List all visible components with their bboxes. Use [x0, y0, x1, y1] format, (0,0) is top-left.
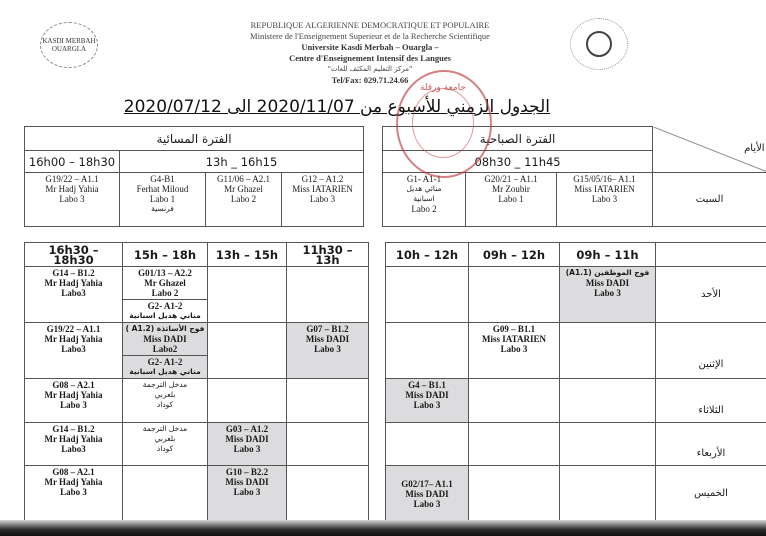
empty-cell: [386, 323, 469, 379]
teacher: Miss IATARIEN: [482, 334, 546, 344]
teacher: Mr Hadj Yahia: [44, 334, 103, 344]
room: Labo 3: [413, 400, 441, 410]
language: اسبانية: [413, 194, 435, 203]
empty-cell: [287, 267, 369, 323]
morning-period-label: الفترة الصباحية: [383, 127, 653, 151]
session-cell: [25, 423, 123, 466]
room: Labo 2: [151, 288, 179, 298]
session-cell: [123, 423, 208, 466]
group-code: G08 – A2.1: [52, 380, 95, 390]
empty-cell: [208, 323, 287, 379]
room: Labo 3: [500, 344, 528, 354]
room: Labo 3: [591, 194, 618, 204]
room: Labo 3: [59, 194, 85, 204]
group-code: G10 – B2.2: [225, 467, 269, 477]
session-cell: [282, 173, 364, 227]
course: مدخل الترجمة: [142, 380, 188, 389]
time-slot: 08h30 _ 11h45: [383, 151, 653, 173]
afternoon-period-label: الفترة المسائية: [25, 127, 364, 151]
teacher: Mr Hadj Yahia: [44, 278, 103, 288]
day-saturday: السبت: [653, 173, 766, 227]
empty-cell: [287, 466, 369, 522]
timetable-saturday: [24, 126, 766, 227]
room: Labo 1: [149, 194, 176, 204]
teacher: Ferhat Miloud: [136, 184, 189, 194]
room: Labo 3: [233, 444, 261, 454]
day-tuesday: الثلاثاء: [656, 379, 766, 423]
course: مدخل الترجمة: [142, 424, 188, 433]
empty-cell: [208, 379, 287, 423]
letterhead: [160, 20, 580, 86]
stamp-text: جامعة ورقلة: [420, 83, 466, 93]
session-cell: [466, 173, 557, 227]
empty-cell: [469, 423, 560, 466]
days-header: الأيام: [653, 127, 766, 173]
room: Labo2: [152, 344, 178, 354]
empty-cell: [208, 267, 287, 323]
group-code: G08 – A2.1: [52, 467, 95, 477]
gap-column: [369, 243, 386, 522]
empty-cell: [469, 267, 560, 323]
time-slot: 11h30 – 13h: [287, 243, 369, 267]
day-monday: الإثنين: [656, 323, 766, 379]
group-code: G20/21 – A1.1: [484, 174, 538, 184]
time-slot: 10h – 12h: [386, 243, 469, 267]
group-code: فوج الموظفين (A1.1): [565, 268, 650, 277]
teacher: Miss DADI: [305, 334, 350, 344]
day-wednesday: الأربعاء: [656, 423, 766, 466]
session-cell: [123, 300, 208, 323]
day-sunday: الأحد: [656, 267, 766, 323]
teacher: Mr Ghazel: [144, 278, 186, 288]
empty-cell: [469, 379, 560, 423]
teacher: Miss DADI: [143, 334, 187, 344]
empty-cell: [287, 379, 369, 423]
session-cell: [25, 267, 123, 323]
room: Labo 3: [413, 498, 441, 509]
university-logo: [40, 22, 98, 68]
teacher: Miss DADI: [405, 488, 449, 499]
group-code: G4-B1: [150, 174, 175, 184]
logo-caption: KASDI MERBAH OUARGLA: [42, 37, 96, 53]
room: Labo 3: [233, 487, 261, 497]
empty-cell: [560, 466, 656, 522]
empty-cell: [123, 466, 208, 522]
teacher: Mr Hadj Yahia: [44, 434, 103, 444]
group-code: G2- A1-2: [147, 301, 183, 311]
session-cell: [208, 466, 287, 522]
session-cell: [123, 323, 208, 356]
teacher: منائي هديل: [406, 184, 442, 193]
empty-cell: [386, 423, 469, 466]
group-code: فوج الأساتذة (A1.2 ): [125, 324, 205, 333]
republic-line: REPUBLIQUE ALGERIENNE DEMOCRATIQUE ET POPULAIRE: [250, 20, 490, 30]
session-cell: [469, 323, 560, 379]
empty-cell: [469, 466, 560, 522]
time-slot: 09h – 11h: [560, 243, 656, 267]
teacher: Miss DADI: [225, 477, 269, 487]
teacher: Miss IATARIEN: [292, 184, 353, 194]
empty-cell: [560, 423, 656, 466]
room: Labo 3: [60, 487, 87, 497]
session-cell: [208, 423, 287, 466]
session-cell: [123, 356, 208, 379]
empty-cell: [287, 423, 369, 466]
empty-cell: [560, 379, 656, 423]
room: Labo3: [61, 344, 86, 354]
room: Labo 3: [594, 288, 621, 298]
group-code: G11/06 – A2.1: [217, 174, 270, 184]
page-edge-shadow: [0, 520, 766, 536]
timetable-weekdays: [24, 242, 766, 522]
room: Labo 3: [60, 400, 87, 410]
group-code: G09 – B1.1: [492, 324, 536, 334]
session-cell: [123, 379, 208, 423]
group-code: G07 – B1.2: [306, 324, 349, 334]
emblem-icon: [586, 31, 612, 57]
room: Labo 3: [314, 344, 341, 354]
session-cell: [206, 173, 282, 227]
time-slot: 16h00 – 18h30: [25, 151, 120, 173]
group-code: G14 – B1.2: [52, 424, 95, 434]
room: Labo 2: [230, 194, 257, 204]
room: Labo3: [61, 444, 86, 454]
session-cell: [287, 323, 369, 379]
teacher: كوداد: [156, 444, 174, 453]
university-line: Universite Kasdi Merbah – Ouargla –: [301, 42, 439, 52]
session-cell: [25, 173, 120, 227]
group-code: G2- A1-2: [147, 357, 183, 367]
group-code: G1- A1-1: [406, 174, 442, 184]
teacher: Miss DADI: [585, 278, 630, 288]
teacher: Miss DADI: [225, 434, 269, 444]
session-cell: [557, 173, 653, 227]
time-slot: 09h – 12h: [469, 243, 560, 267]
page-title: الجدول الزمني للأسبوع من 2020/11/07 الى 2020/07/12: [123, 97, 550, 117]
empty-cell: [386, 267, 469, 323]
teacher: Mr Ghazel: [224, 184, 263, 194]
group-code: G15/05/16– A1.1: [573, 174, 636, 184]
group-code: G12 – A1.2: [301, 174, 344, 184]
session-cell: [386, 466, 469, 522]
teacher: Mr Hadj Yahia: [44, 477, 103, 487]
session-cell: [120, 173, 206, 227]
center-line: Centre d'Enseignement Intensif des Langues: [289, 53, 451, 63]
room: Labo3: [61, 288, 86, 298]
room: Labo 1: [498, 194, 524, 204]
group-code: G19/22 – A1.1: [45, 174, 99, 184]
teacher: Mr Zoubir: [492, 184, 530, 194]
group-code: G4 – B1.1: [408, 380, 446, 390]
teacher: بلعربي: [154, 434, 176, 443]
session-cell: [123, 267, 208, 300]
language: فرنسية: [151, 204, 174, 213]
teacher: Miss IATARIEN: [574, 184, 635, 194]
group-code: G01/13 – A2.2: [138, 268, 192, 278]
teacher: بلعربي: [154, 390, 176, 399]
group-code: G14 – B1.2: [52, 268, 95, 278]
day-thursday: الخميس: [656, 466, 766, 522]
group-code: G02/17– A1.1: [401, 478, 453, 489]
session-cell: [25, 323, 123, 379]
room: Labo 2: [411, 204, 437, 214]
group-code: G19/22 – A1.1: [46, 324, 101, 334]
group-code: G03 – A1.2: [225, 424, 269, 434]
teacher: مناني هديل اسبانية: [129, 367, 201, 376]
time-slot: 15h – 18h: [123, 243, 208, 267]
session-cell: [560, 267, 656, 323]
ministry-line: Ministere de l'Enseignement Superieur et de la Recherche Scientifique: [250, 31, 490, 41]
empty-cell: [560, 323, 656, 379]
teacher: Miss DADI: [405, 390, 449, 400]
gap-column: [364, 127, 383, 227]
empty-header: [656, 243, 766, 267]
session-cell: [25, 466, 123, 522]
session-cell: [25, 379, 123, 423]
telfax-line: Tel/Fax: 029.71.24.66: [331, 75, 409, 85]
session-cell: [386, 379, 469, 423]
room: Labo 3: [309, 194, 336, 204]
teacher: Mr Hadj Yahia: [45, 184, 99, 194]
center-arabic-line: "مركز التعليم المكثف للغات": [327, 65, 413, 73]
teacher: مناني هديل اسبانية: [129, 311, 201, 320]
time-slot: 16h30 – 18h30: [25, 243, 123, 267]
time-slot: 13h – 15h: [208, 243, 287, 267]
teacher: Mr Hadj Yahia: [44, 390, 103, 400]
time-slot: 13h _ 16h15: [120, 151, 364, 173]
session-cell: [383, 173, 466, 227]
teacher: كوداد: [156, 400, 174, 409]
